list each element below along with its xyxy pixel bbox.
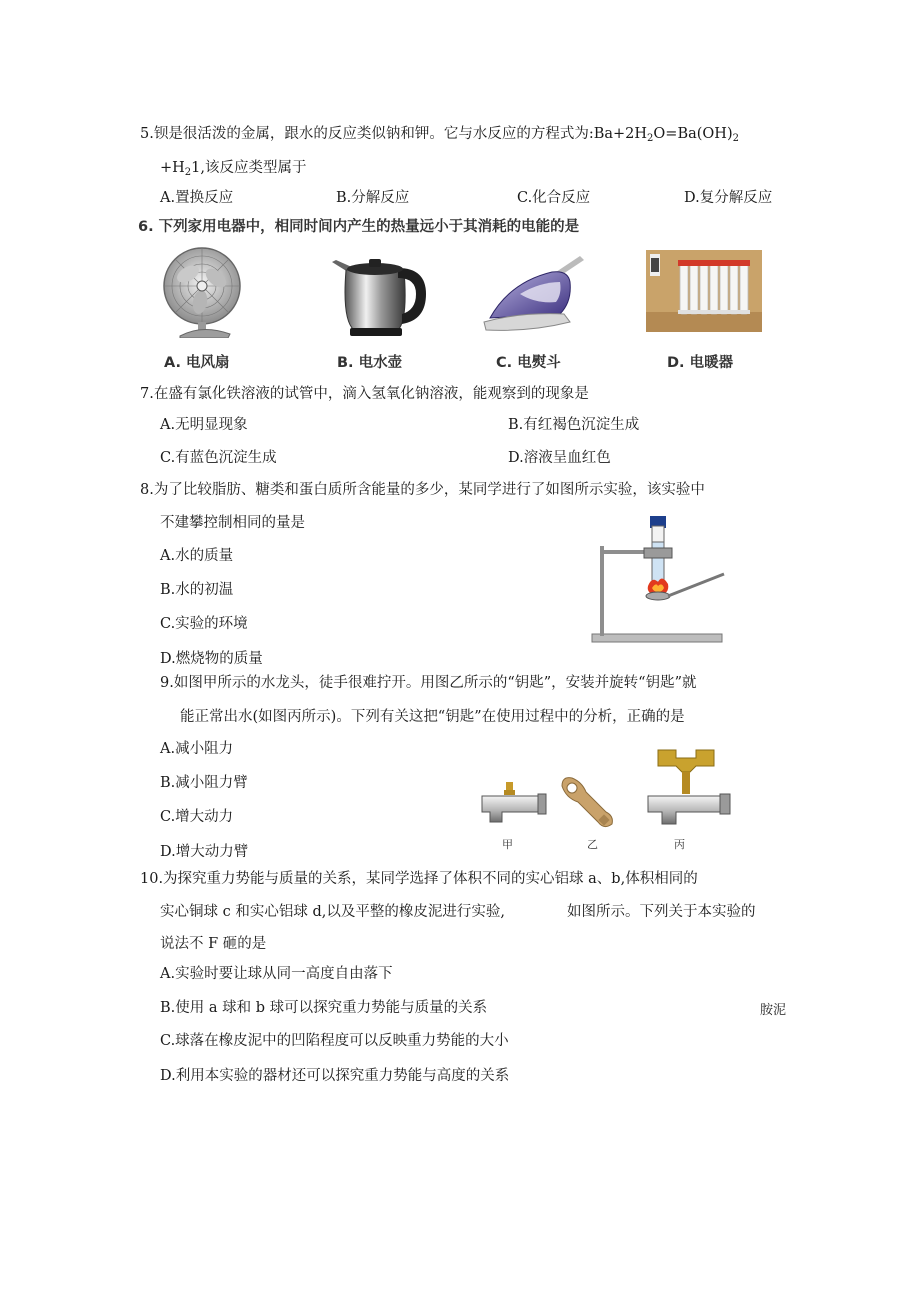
faucet-key-yi-image — [556, 772, 618, 832]
q5-option-a: A.置换反应 — [160, 190, 234, 206]
electric-kettle-image — [328, 250, 430, 338]
q9-stem: 9.如图甲所示的水龙头，徒手很难拧开。用图乙所示的“钥匙”，安装并旋转“钥匙”就 — [160, 675, 697, 691]
q7-option-b: B.有红褐色沉淀生成 — [508, 417, 640, 433]
q6-option-c: C. 电熨斗 — [496, 355, 561, 371]
q10-stem-line2a: 实心铜球 c 和实心铝球 d,以及平整的橡皮泥进行实验, — [160, 904, 505, 920]
q10-option-b: B.使用 a 球和 b 球可以探究重力势能与质量的关系 — [160, 1000, 488, 1016]
q5-option-c: C.化合反应 — [517, 190, 591, 206]
q9-option-d: D.增大动力臂 — [160, 844, 249, 860]
q5-option-b: B.分解反应 — [336, 190, 410, 206]
faucet-label-bing: 丙 — [674, 838, 685, 851]
faucet-jia-image — [472, 778, 548, 828]
q8-option-b: B.水的初温 — [160, 582, 234, 598]
q6-option-a: A. 电风扇 — [164, 355, 230, 371]
q9-option-b: B.减小阻力臂 — [160, 775, 248, 791]
q8-option-a: A.水的质量 — [160, 548, 234, 564]
q7-option-c: C.有蓝色沉淀生成 — [160, 450, 277, 466]
q7-option-d: D.溶液呈血红色 — [508, 450, 611, 466]
electric-iron-image — [480, 252, 586, 334]
q5-stem: 5.钡是很活泼的金属，跟水的反应类似钠和钾。它与水反应的方程式为$:Ba+2H_2O=Ba(OH)_2$ — [140, 126, 739, 144]
q10-option-c: C.球落在橡皮泥中的凹陷程度可以反映重力势能的大小 — [160, 1033, 509, 1049]
q8-stem-line2: 不建攀控制相同的量是 — [160, 515, 305, 531]
q6-option-d: D. 电暖器 — [667, 355, 734, 371]
q10-option-a: A.实验时要让球从同一高度自由落下 — [160, 966, 393, 982]
faucet-label-yi: 乙 — [587, 838, 598, 851]
q10-option-d: D.利用本实验的器材还可以探究重力势能与高度的关系 — [160, 1068, 510, 1084]
electric-heater-image — [646, 250, 762, 332]
electric-fan-image — [158, 246, 246, 338]
q6-option-b: B. 电水壶 — [337, 355, 403, 371]
iron-stand-apparatus-image — [590, 512, 730, 648]
faucet-label-jia: 甲 — [502, 838, 513, 851]
q5-option-d: D.复分解反应 — [684, 190, 773, 206]
q8-option-c: C.实验的环境 — [160, 616, 248, 632]
q9-option-a: A.减小阻力 — [160, 741, 234, 757]
faucet-bing-image — [640, 744, 732, 830]
q9-stem-line2: 能正常出水(如图丙所示)。下列有关这把“钥匙”在使用过程中的分析，正确的是 — [180, 709, 685, 725]
q10-figure-label: 胺泥 — [760, 1003, 787, 1018]
q9-option-c: C.增大动力 — [160, 809, 234, 825]
q10-stem: 10.为探究重力势能与质量的关系，某同学选择了体积不同的实心铝球 a、b,体积相同的 — [140, 871, 698, 887]
q7-stem: 7.在盛有氯化铁溶液的试管中，滴入氢氧化钠溶液，能观察到的现象是 — [140, 386, 589, 402]
q10-stem-line2b: 如图所示。下列关于本实验的 — [567, 904, 756, 920]
q8-stem: 8.为了比较脂肪、糖类和蛋白质所含能量的多少，某同学进行了如图所示实验，该实验中 — [140, 482, 705, 498]
q7-option-a: A.无明显现象 — [160, 417, 248, 433]
q6-stem: 6. 下列家用电器中，相同时间内产生的热量远小于其消耗的电能的是 — [138, 219, 580, 235]
q8-option-d: D.燃烧物的质量 — [160, 651, 263, 667]
q10-stem-line3: 说法不 F 砸的是 — [160, 936, 267, 952]
q5-stem-line2: $+H_21$,该反应类型属于 — [160, 160, 307, 178]
